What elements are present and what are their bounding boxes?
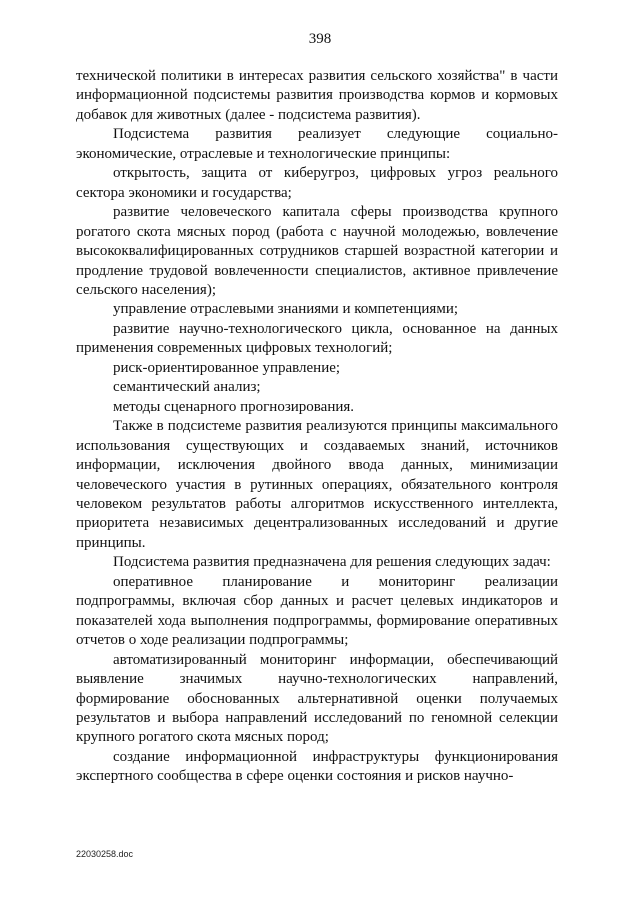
list-item: оперативное планирование и мониторинг реализации подпрограммы, включая сбор данных и расчет целевых индикаторов и показателей хода выполнения подпрограммы, формирование оперативных отчетов о ходе реализации подпрограммы; [76,573,558,649]
paragraph-principles-intro: Подсистема развития реализует следующие социально-экономические, отраслевые и технологические принципы: [76,126,558,162]
list-item: семантический анализ; [113,379,261,396]
page-number: 398 [308,31,332,47]
list-item: открытость, защита от киберугроз, цифровых угроз реального сектора экономики и государства; [76,165,558,201]
list-item: развитие человеческого капитала сферы производства крупного рогатого скота мясных пород (работа с научной молодежью, вовлечение высококвалифицированных сотрудников старшей возрастной категории и продление трудовой вовлеченности специалистов, активное привлечение сельского населения); [76,204,558,298]
footer-filename: 22030258.doc [76,849,134,859]
list-item: автоматизированный мониторинг информации, обеспечивающий выявление значимых научно-технологических направлений, формирование обоснованных альтернативной оценки получаемых результатов и выбора направлений исследований по геномной селекции крупного рогатого скота мясных пород; [76,651,558,746]
document-body [76,67,558,787]
list-item: создание информационной инфраструктуры функционирования экспертного сообщества в сфере оценки состояния и рисков научно- [76,748,558,785]
list-item: методы сценарного прогнозирования. [113,398,355,415]
paragraph-tasks-intro: Подсистема развития предназначена для решения следующих задач: [113,554,551,571]
list-item: риск-ориентированное управление; [113,359,341,376]
paragraph-continuation: технической политики в интересах развития сельского хозяйства" в части информационной подсистемы развития производства кормов и кормовых добавок для животных (далее - подсистема развития). [76,68,558,123]
list-item: развитие научно-технологического цикла, основанное на данных применения современных цифровых технологий; [76,320,558,357]
paragraph-additional-principles: Также в подсистеме развития реализуются принципы максимального использования существующих и создаваемых знаний, источников информации, исключения двойного ввода данных, минимизации человеческого участия в рутинных операциях, обязательного контроля человеком результатов работы алгоритмов искусственного интеллекта, приоритета независимых децентрализованных исследований и другие принципы. [76,418,558,551]
list-item: управление отраслевыми знаниями и компетенциями; [113,301,459,318]
